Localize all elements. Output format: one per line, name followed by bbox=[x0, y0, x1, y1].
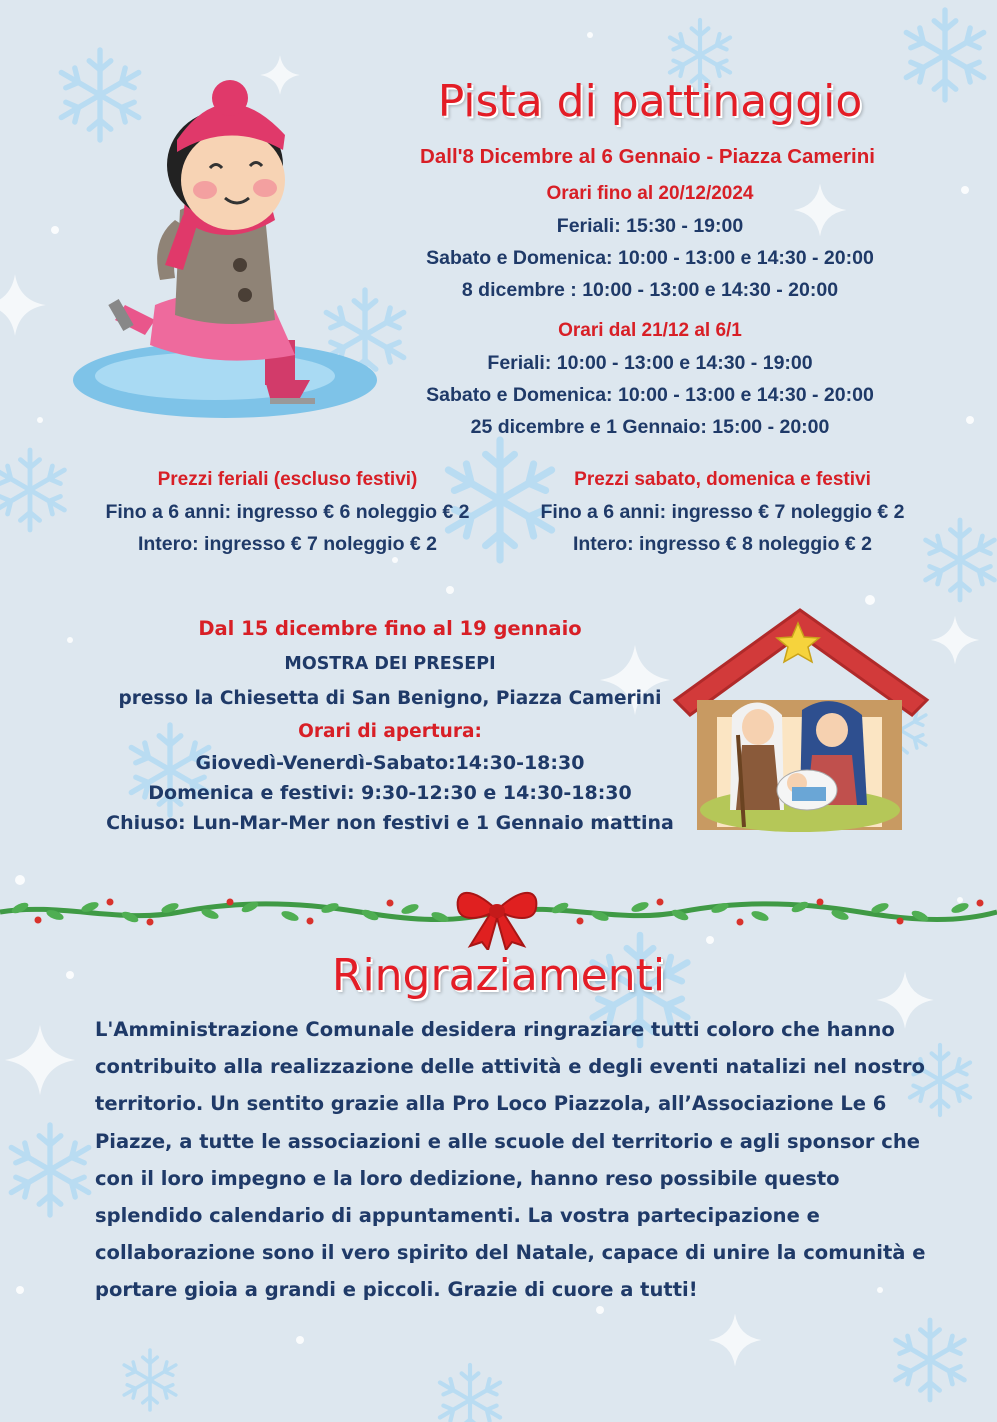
nativity-info bbox=[80, 612, 700, 838]
red-bow-icon bbox=[458, 893, 537, 950]
sparkle-icon bbox=[709, 1314, 762, 1367]
nativity-hours-line: Giovedì-Venerdì-Sabato:14:30-18:30 bbox=[195, 752, 585, 774]
schedule-1-line: Feriali: 15:30 - 19:00 bbox=[556, 215, 744, 237]
sparkle-icon bbox=[0, 274, 46, 336]
prices-weekend bbox=[505, 464, 940, 560]
thanks-title: Ringraziamenti bbox=[331, 950, 666, 1001]
prices-weekday-line: Intero: ingresso € 7 noleggio € 2 bbox=[137, 533, 438, 555]
snowflake-icon bbox=[896, 1320, 965, 1400]
nativity-hours-heading: Orari di apertura: bbox=[298, 721, 482, 742]
thanks-line: Piazze, a tutte le associazioni e alle scuole del territorio e agli sponsor che bbox=[95, 1129, 920, 1153]
sparkle-icon bbox=[931, 616, 979, 664]
snowflake-icon bbox=[0, 450, 64, 530]
holly-garland bbox=[0, 880, 997, 950]
thanks-line: portare gioia a grandi e piccoli. Grazie di cuore a tutti! bbox=[95, 1278, 698, 1302]
snowflake-icon bbox=[11, 1125, 88, 1215]
prices-weekend-line: Fino a 6 anni: ingresso € 7 noleggio € 2 bbox=[540, 501, 905, 523]
schedule-block-1 bbox=[380, 178, 920, 306]
thanks-line: L'Amministrazione Comunale desidera ringraziare tutti coloro che hanno bbox=[95, 1018, 895, 1041]
schedule-1-heading: Orari fino al 20/12/2024 bbox=[546, 183, 754, 204]
thanks-line: collaborazione sono il vero spirito del Natale, capace di unire la comunità e bbox=[95, 1241, 926, 1265]
snowflake-icon bbox=[124, 1350, 176, 1410]
skating-title: Pista di pattinaggio bbox=[437, 76, 863, 127]
thanks-line: territorio. Un sentito grazie alla Pro Loco Piazzola, all’Associazione Le 6 bbox=[95, 1092, 887, 1116]
schedule-block-2 bbox=[380, 315, 920, 443]
schedule-2-heading: Orari dal 21/12 al 6/1 bbox=[558, 320, 742, 341]
schedule-1-line: Sabato e Domenica: 10:00 - 13:00 e 14:30 - 20:00 bbox=[426, 247, 874, 269]
thanks-paragraph bbox=[95, 1011, 926, 1309]
nativity-title: MOSTRA DEI PRESEPI bbox=[284, 654, 496, 674]
nativity-location: presso la Chiesetta di San Benigno, Piazza Camerini bbox=[118, 688, 662, 709]
prices-weekday bbox=[70, 464, 505, 560]
snowflake-icon bbox=[440, 1365, 500, 1422]
prices-weekday-heading: Prezzi feriali (escluso festivi) bbox=[157, 469, 418, 490]
schedule-1-line: 8 dicembre : 10:00 - 13:00 e 14:30 - 20:00 bbox=[461, 279, 839, 301]
nativity-hours-line: Domenica e festivi: 9:30-12:30 e 14:30-18:30 bbox=[148, 782, 632, 804]
nativity-hours-line: Chiuso: Lun-Mar-Mer non festivi e 1 Gennaio mattina bbox=[106, 812, 674, 834]
girl-skating-illustration bbox=[65, 80, 395, 430]
nativity-scene-illustration bbox=[672, 605, 932, 840]
schedule-2-line: 25 dicembre e 1 Gennaio: 15:00 - 20:00 bbox=[470, 416, 830, 438]
schedule-2-line: Sabato e Domenica: 10:00 - 13:00 e 14:30 - 20:00 bbox=[426, 384, 874, 406]
nativity-dates: Dal 15 dicembre fino al 19 gennaio bbox=[198, 617, 582, 640]
prices-weekend-line: Intero: ingresso € 8 noleggio € 2 bbox=[572, 533, 873, 555]
prices-weekend-heading: Prezzi sabato, domenica e festivi bbox=[574, 469, 871, 490]
prices-weekday-line: Fino a 6 anni: ingresso € 6 noleggio € 2 bbox=[105, 501, 470, 523]
schedule-2-line: Feriali: 10:00 - 13:00 e 14:30 - 19:00 bbox=[487, 352, 813, 374]
thanks-line: splendido calendario di appuntamenti. La vostra partecipazione e bbox=[95, 1204, 820, 1228]
thanks-line: con il loro impegno e la loro dedizione, hanno reso possibile questo bbox=[95, 1166, 840, 1190]
sparkle-icon bbox=[5, 1025, 75, 1095]
snowflake-icon bbox=[906, 10, 983, 100]
thanks-line: contribuito alla realizzazione delle attività e degli eventi natalizi nel nostro bbox=[95, 1055, 925, 1079]
skating-subtitle: Dall'8 Dicembre al 6 Gennaio - Piazza Camerini bbox=[420, 145, 875, 168]
